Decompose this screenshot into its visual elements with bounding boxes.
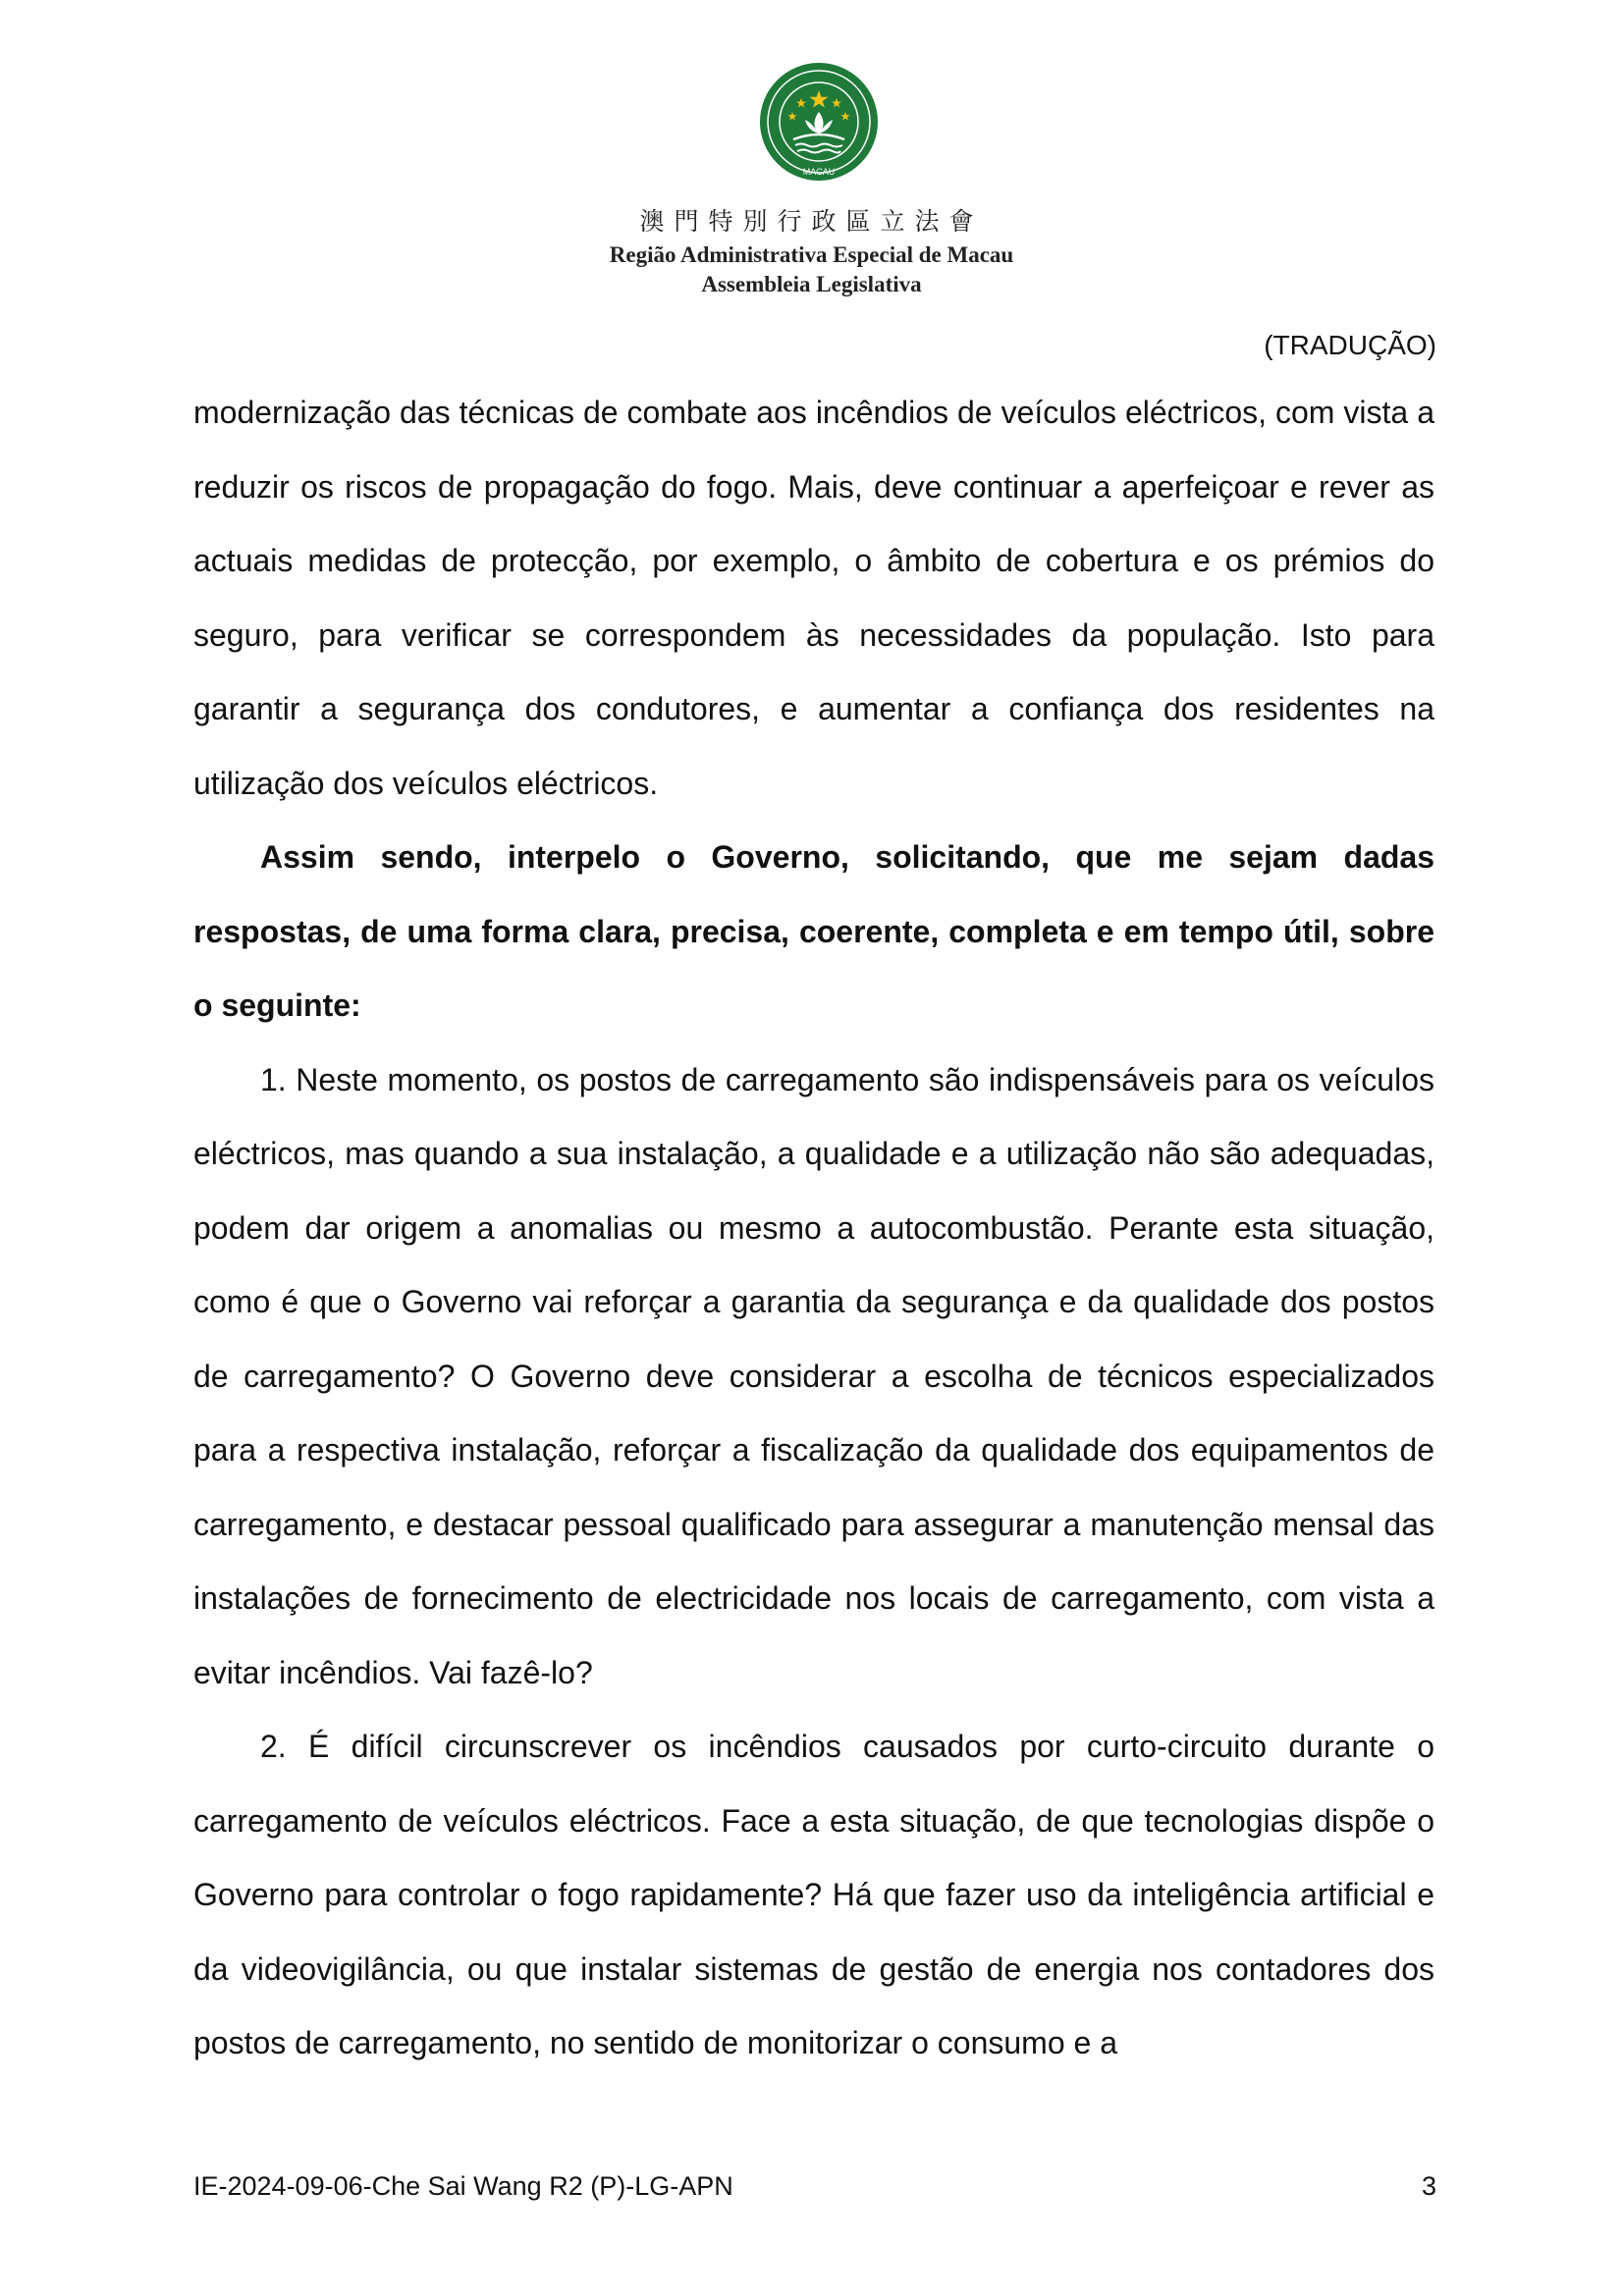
assembly-title: Assembleia Legislativa xyxy=(701,272,922,296)
chinese-title: 澳門特別行政區立法會 xyxy=(639,207,984,236)
translation-label: (TRADUÇÃO) xyxy=(1264,330,1436,360)
document-id: IE-2024-09-06-Che Sai Wang R2 (P)-LG-APN xyxy=(193,2171,733,2201)
region-title: Região Administrativa Especial de Macau xyxy=(609,242,1014,267)
question-1: 1. Neste momento, os postos de carregamento são indispensáveis para os veículos eléctricos, mas quando a sua instalação, a qualidade e a utilização não são adequadas, podem dar origem a anomalias ou mesmo a autocombustão. Perante esta situação, como é que o Governo vai reforçar a garantia da segurança e da qualidade dos postos de carregamento? O Governo deve considerar a escolha de técnicos especializados para a respectiva instalação, reforçar a fiscalização da qualidade dos equipamentos de carregamento, e destacar pessoal qualificado para assegurar a manutenção mensal das instalações de fornecimento de electricidade nos locais de carregamento, com vista a evitar incêndios. Vai fazê-lo? xyxy=(193,1061,1434,1690)
paragraph-request: Assim sendo, interpelo o Governo, solicitando, que me sejam dadas respostas, de uma forma clara, precisa, coerente, completa e em tempo útil, sobre o seguinte: xyxy=(193,839,1434,1023)
paragraph-continuation: modernização das técnicas de combate aos incêndios de veículos eléctricos, com vista a reduzir os riscos de propagação do fogo. Mais, deve continuar a aperfeiçoar e rever as actuais medidas de protecção, por exemplo, o âmbito de cobertura e os prémios do seguro, para verificar se correspondem às necessidades da população. Isto para garantir a segurança dos condutores, e aumentar a confiança dos residentes na utilização dos veículos eléctricos. xyxy=(193,395,1434,801)
document-body xyxy=(193,376,1434,2081)
macau-emblem-icon xyxy=(758,61,880,183)
question-2: 2. É difícil circunscrever os incêndios causados por curto-circuito durante o carregamento de veículos eléctricos. Face a esta situação, de que tecnologias dispõe o Governo para controlar o fogo rapidamente? Há que fazer uso da inteligência artificial e da videovigilância, ou que instalar sistemas de gestão de energia nos contadores dos postos de carregamento, no sentido de monitorizar o consumo e a xyxy=(193,1729,1434,2060)
page-number: 3 xyxy=(1421,2171,1436,2201)
emblem-text: MACAU xyxy=(802,167,836,177)
